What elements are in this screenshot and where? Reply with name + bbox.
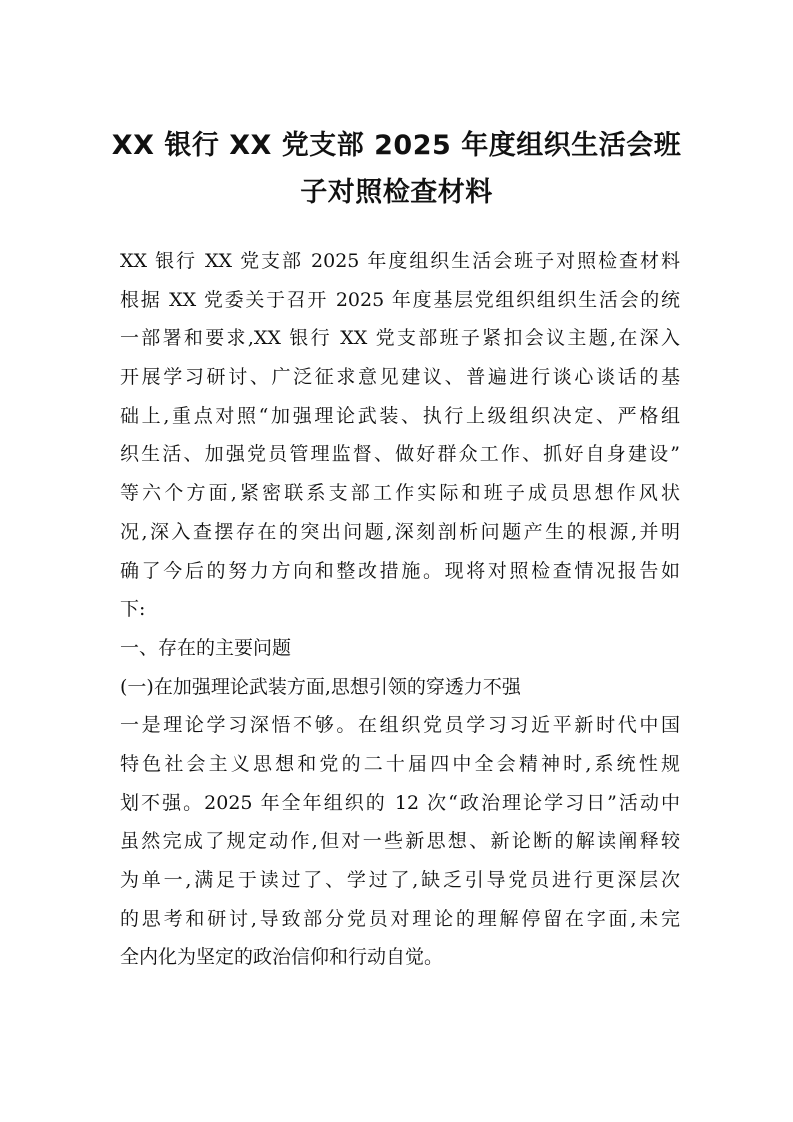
body-line: 一是理论学习深悟不够。在组织党员学习习近平新时代中国	[120, 714, 680, 737]
body-line: 织生活、加强党员管理监督、做好群众工作、抓好自身建设”	[120, 443, 680, 466]
body-line: 为单一,满足于读过了、学过了,缺乏引导党员进行更深层次	[120, 869, 680, 891]
body-line: 根据 XX 党委关于召开 2025 年度基层党组织组织生活会的统	[120, 288, 680, 311]
body-line: 全内化为坚定的政治信仰和行动自觉。	[120, 946, 444, 969]
body-line: 划不强。2025 年全年组织的 12 次“政治理论学习日”活动中	[120, 791, 680, 814]
title-line: 子对照检查材料	[300, 177, 493, 208]
document-title	[100, 122, 693, 216]
document-body	[120, 242, 680, 977]
body-line: (一)在加强理论武装方面,思想引领的穿透力不强	[120, 675, 521, 698]
title-line: XX 银行 XX 党支部 2025 年度组织生活会班	[111, 130, 682, 161]
body-line: 虽然完成了规定动作,但对一些新思想、新论断的解读阐释较	[120, 830, 680, 853]
body-line: 开展学习研讨、广泛征求意见建议、普遍进行谈心谈话的基	[120, 366, 680, 389]
body-line: XX 银行 XX 党支部 2025 年度组织生活会班子对照检查材料	[120, 250, 680, 272]
body-line: 特色社会主义思想和党的二十届四中全会精神时,系统性规	[120, 752, 680, 775]
body-line: 况,深入查摆存在的突出问题,深刻剖析问题产生的根源,并明	[120, 520, 680, 543]
body-line: 下:	[120, 598, 146, 621]
body-line: 一、存在的主要问题	[120, 636, 292, 659]
body-line: 等六个方面,紧密联系支部工作实际和班子成员思想作风状	[120, 482, 680, 505]
body-line: 一部署和要求,XX 银行 XX 党支部班子紧扣会议主题,在深入	[120, 327, 680, 350]
body-line: 的思考和研讨,导致部分党员对理论的理解停留在字面,未完	[120, 907, 680, 930]
body-line: 确了今后的努力方向和整改措施。现将对照检查情况报告如	[120, 559, 680, 582]
body-line: 础上,重点对照“加强理论武装、执行上级组织决定、严格组	[120, 404, 680, 427]
